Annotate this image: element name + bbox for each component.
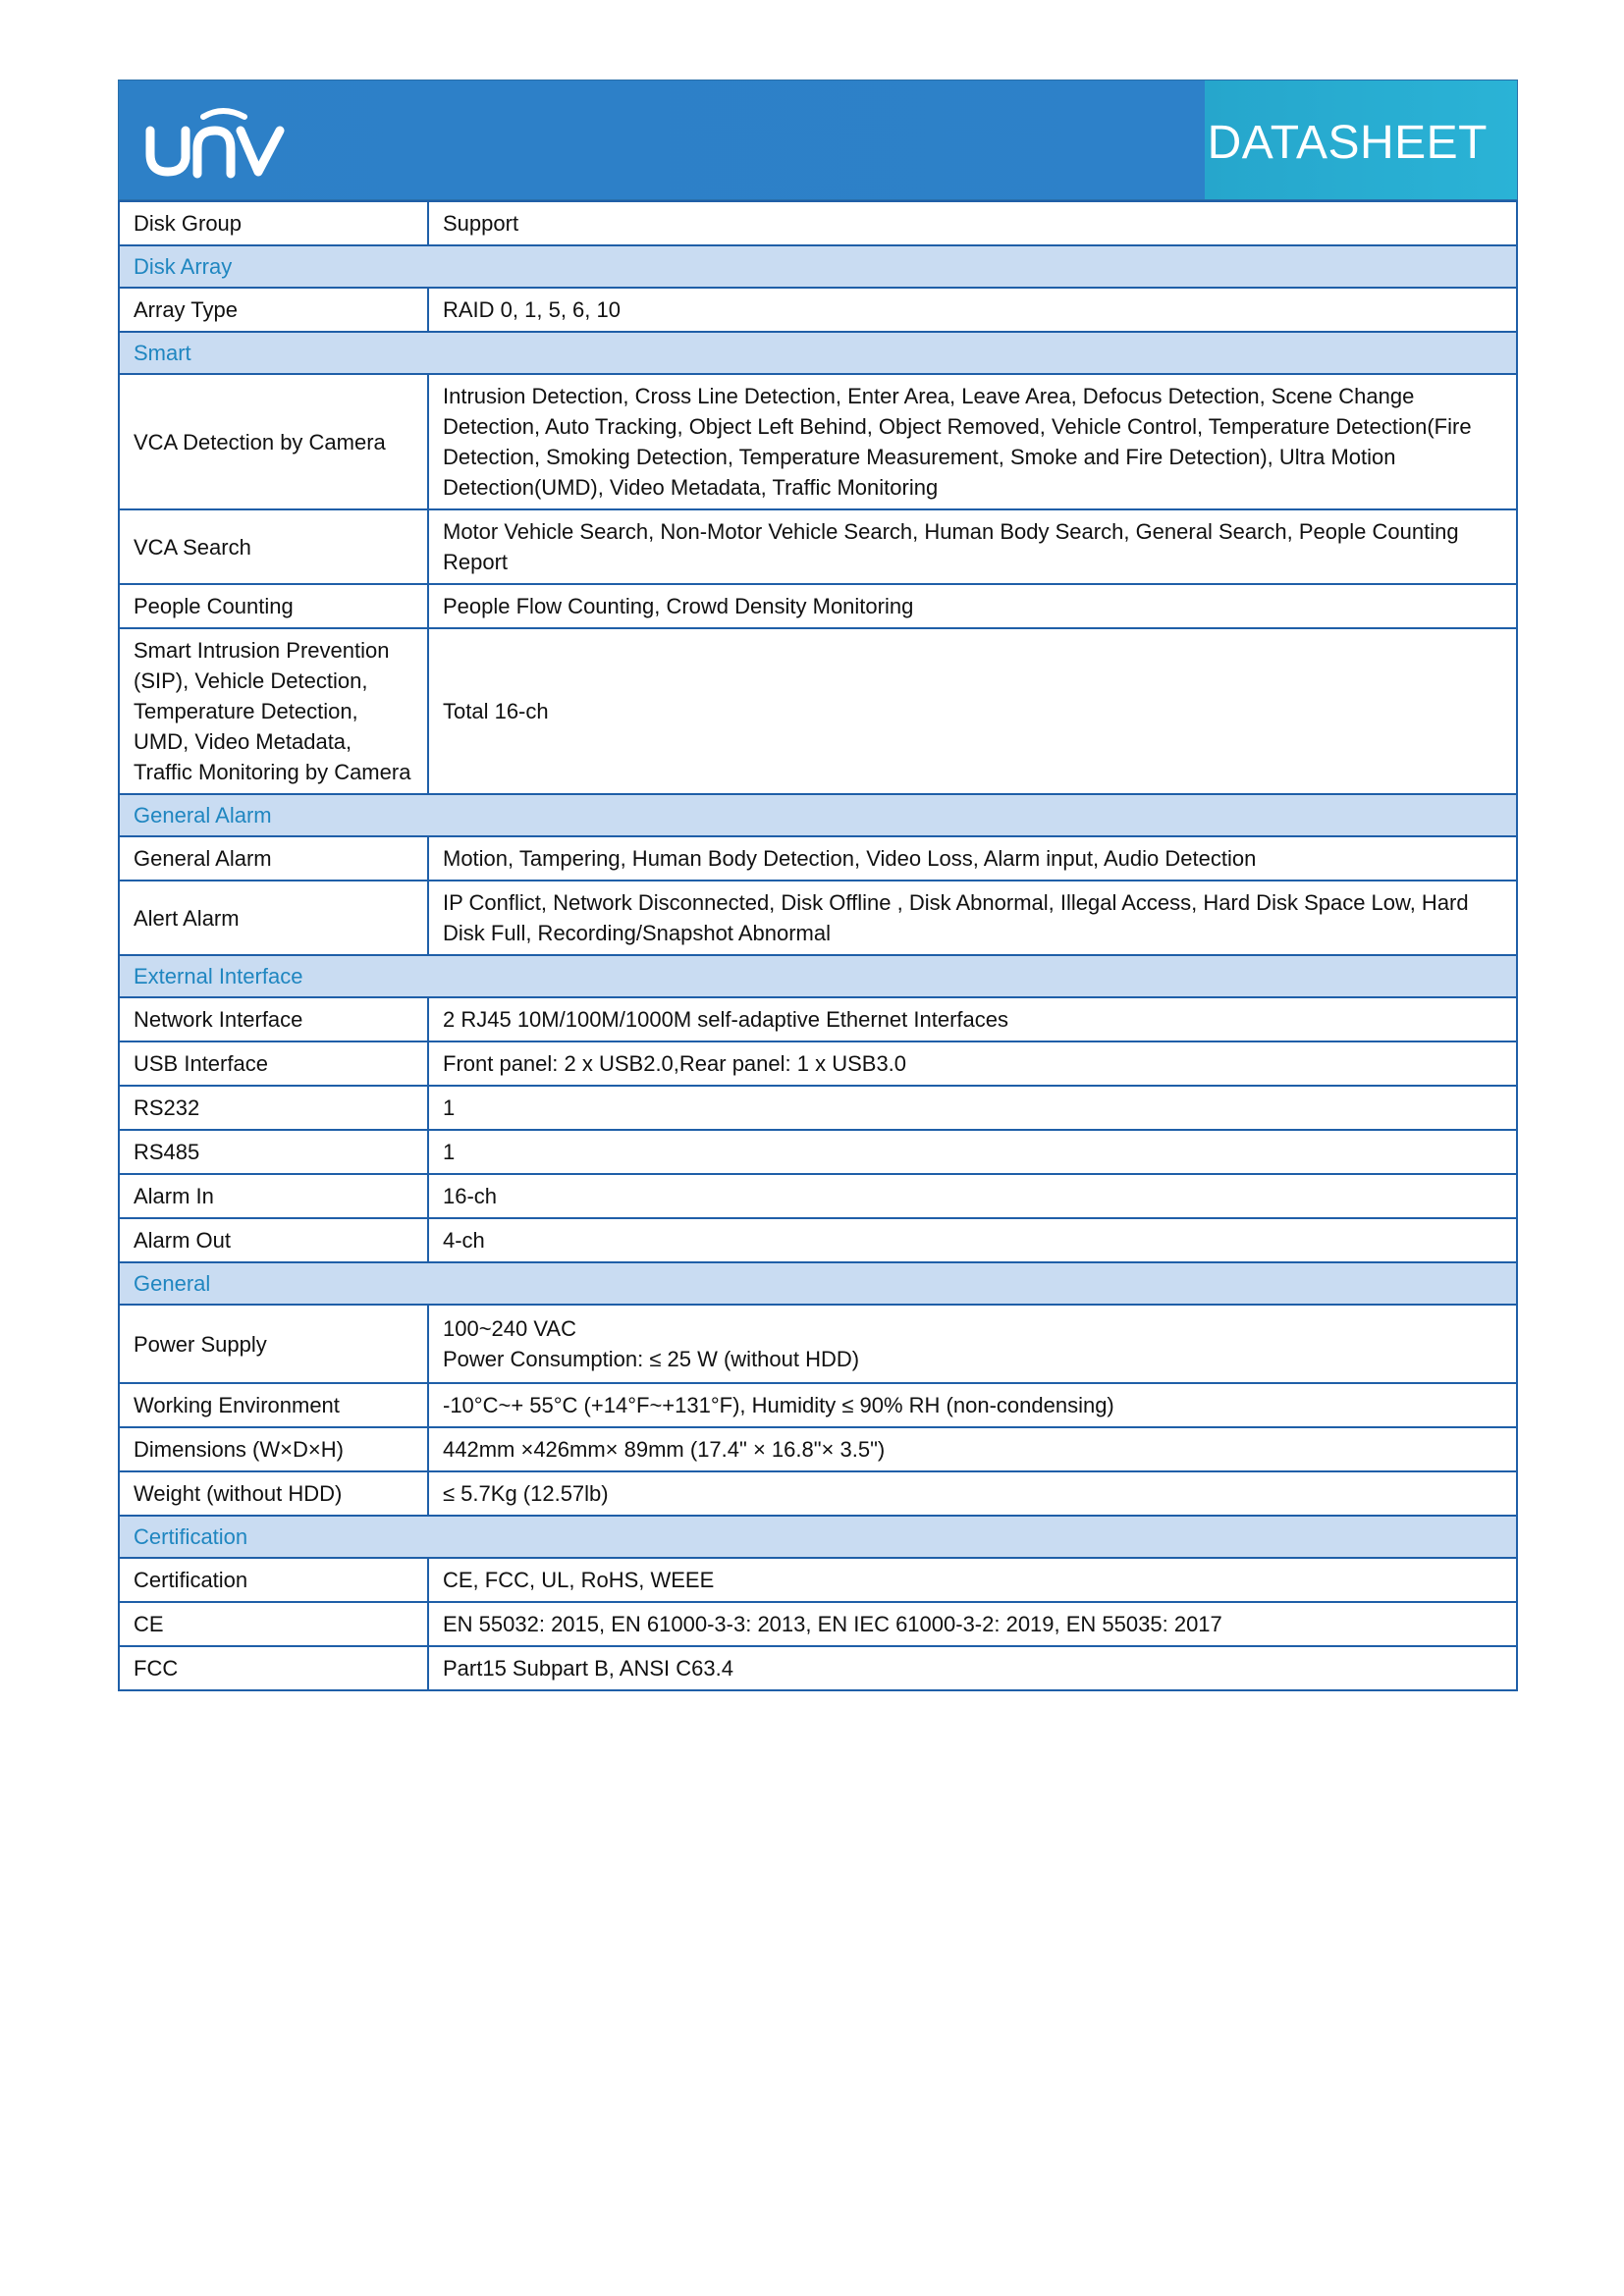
spec-label: FCC <box>119 1646 428 1690</box>
spec-value <box>428 1471 1517 1516</box>
spec-value-line: -10°C~+ 55°C (+14°F~+131°F), Humidity ≤ 90% RH (non-condensing) <box>443 1393 1114 1417</box>
spec-row <box>119 997 1517 1041</box>
spec-value <box>428 1130 1517 1174</box>
unv-logo <box>142 103 290 182</box>
spec-row <box>119 1602 1517 1646</box>
spec-row <box>119 628 1517 794</box>
spec-value <box>428 997 1517 1041</box>
spec-value-line: Motor Vehicle Search, Non-Motor Vehicle Search, Human Body Search, General Search, People Counting Report <box>443 519 1459 574</box>
spec-value-line: Total 16-ch <box>443 699 549 723</box>
spec-row <box>119 1646 1517 1690</box>
spec-label: Weight (without HDD) <box>119 1471 428 1516</box>
spec-value <box>428 201 1517 245</box>
datasheet-page <box>118 80 1518 1691</box>
spec-table <box>118 200 1518 1691</box>
spec-value-line: 442mm ×426mm× 89mm (17.4" × 16.8"× 3.5") <box>443 1437 886 1462</box>
spec-row <box>119 1305 1517 1383</box>
section-title: Disk Array <box>119 245 1517 288</box>
section-title: Certification <box>119 1516 1517 1558</box>
spec-value-line: Front panel: 2 x USB2.0,Rear panel: 1 x USB3.0 <box>443 1051 907 1076</box>
spec-label: Alarm Out <box>119 1218 428 1262</box>
spec-value <box>428 1305 1517 1383</box>
spec-value <box>428 836 1517 881</box>
datasheet-title: DATASHEET <box>1207 117 1488 169</box>
spec-row <box>119 288 1517 332</box>
section-header-row <box>119 332 1517 374</box>
spec-row <box>119 1086 1517 1130</box>
spec-value-line: 100~240 VAC <box>443 1316 576 1341</box>
spec-label: Alert Alarm <box>119 881 428 955</box>
spec-table-body <box>119 201 1517 1690</box>
spec-value <box>428 628 1517 794</box>
spec-label: USB Interface <box>119 1041 428 1086</box>
spec-value <box>428 881 1517 955</box>
spec-value-line: Part15 Subpart B, ANSI C63.4 <box>443 1656 733 1681</box>
spec-row <box>119 1218 1517 1262</box>
spec-label: Certification <box>119 1558 428 1602</box>
section-header-row <box>119 955 1517 997</box>
spec-label: Alarm In <box>119 1174 428 1218</box>
spec-value-line: IP Conflict, Network Disconnected, Disk Offline , Disk Abnormal, Illegal Access, Hard Disk Space Low, Hard Disk Full, Recording/Snapshot Abnormal <box>443 890 1469 945</box>
section-header-row <box>119 1262 1517 1305</box>
spec-value-line: ≤ 5.7Kg (12.57lb) <box>443 1481 609 1506</box>
spec-value <box>428 1558 1517 1602</box>
spec-value <box>428 509 1517 584</box>
spec-row <box>119 881 1517 955</box>
spec-label: RS232 <box>119 1086 428 1130</box>
spec-row <box>119 836 1517 881</box>
spec-value-line: RAID 0, 1, 5, 6, 10 <box>443 297 621 322</box>
spec-value <box>428 1086 1517 1130</box>
spec-label: Smart Intrusion Prevention (SIP), Vehicle Detection, Temperature Detection, UMD, Video Metadata, Traffic Monitoring by Camera <box>119 628 428 794</box>
datasheet-header <box>118 80 1518 200</box>
spec-value-line: EN 55032: 2015, EN 61000-3-3: 2013, EN IEC 61000-3-2: 2019, EN 55035: 2017 <box>443 1612 1222 1636</box>
section-title: Smart <box>119 332 1517 374</box>
spec-label: VCA Detection by Camera <box>119 374 428 509</box>
spec-label: Dimensions (W×D×H) <box>119 1427 428 1471</box>
spec-value <box>428 1218 1517 1262</box>
spec-row <box>119 201 1517 245</box>
section-title: General Alarm <box>119 794 1517 836</box>
spec-value-line: 4-ch <box>443 1228 485 1253</box>
spec-value <box>428 288 1517 332</box>
spec-row <box>119 1383 1517 1427</box>
spec-value <box>428 374 1517 509</box>
spec-value-line: Support <box>443 211 519 236</box>
spec-row <box>119 1427 1517 1471</box>
spec-value <box>428 1427 1517 1471</box>
spec-value <box>428 1383 1517 1427</box>
spec-row <box>119 1174 1517 1218</box>
section-header-row <box>119 794 1517 836</box>
spec-row <box>119 1471 1517 1516</box>
spec-label: General Alarm <box>119 836 428 881</box>
spec-label: Network Interface <box>119 997 428 1041</box>
spec-row <box>119 1130 1517 1174</box>
spec-label: Power Supply <box>119 1305 428 1383</box>
section-title: General <box>119 1262 1517 1305</box>
spec-label: CE <box>119 1602 428 1646</box>
spec-row <box>119 1041 1517 1086</box>
section-header-row <box>119 1516 1517 1558</box>
spec-value-line: Motion, Tampering, Human Body Detection, Video Loss, Alarm input, Audio Detection <box>443 846 1257 871</box>
spec-value-line: People Flow Counting, Crowd Density Monitoring <box>443 594 914 618</box>
spec-value <box>428 584 1517 628</box>
spec-label: RS485 <box>119 1130 428 1174</box>
spec-value <box>428 1041 1517 1086</box>
section-title: External Interface <box>119 955 1517 997</box>
spec-value-line: 1 <box>443 1140 456 1164</box>
spec-value-line: Power Consumption: ≤ 25 W (without HDD) <box>443 1347 860 1371</box>
spec-row <box>119 374 1517 509</box>
spec-value-line: 2 RJ45 10M/100M/1000M self-adaptive Ethernet Interfaces <box>443 1007 1008 1032</box>
spec-row <box>119 584 1517 628</box>
spec-value <box>428 1602 1517 1646</box>
spec-row <box>119 1558 1517 1602</box>
section-header-row <box>119 245 1517 288</box>
spec-value <box>428 1174 1517 1218</box>
spec-label: Disk Group <box>119 201 428 245</box>
spec-label: Array Type <box>119 288 428 332</box>
spec-value <box>428 1646 1517 1690</box>
spec-value-line: 16-ch <box>443 1184 498 1208</box>
spec-value-line: Intrusion Detection, Cross Line Detection, Enter Area, Leave Area, Defocus Detection, Scene Change Detection, Auto Tracking, Object Left Behind, Object Removed, Vehicle Control, Temperature Detection(Fire Detection, Smoking Detection, Temperature Measurement, Smoke and Fire Detection), Ultra Motion Detection(UMD), Video Metadata, Traffic Monitoring <box>443 384 1472 500</box>
spec-label: VCA Search <box>119 509 428 584</box>
spec-label: People Counting <box>119 584 428 628</box>
spec-label: Working Environment <box>119 1383 428 1427</box>
spec-value-line: 1 <box>443 1095 456 1120</box>
spec-value-line: CE, FCC, UL, RoHS, WEEE <box>443 1568 715 1592</box>
spec-row <box>119 509 1517 584</box>
